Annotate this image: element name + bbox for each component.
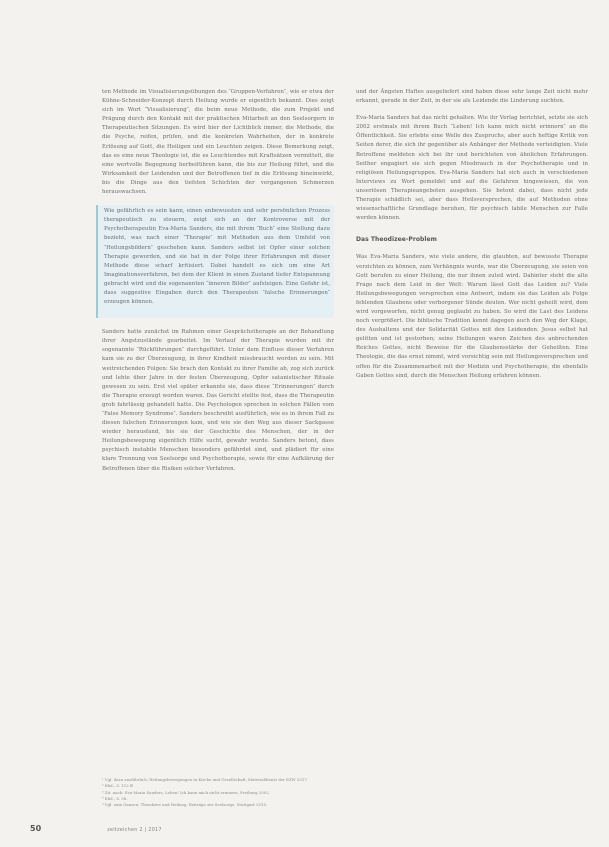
page-number: 50 [30,824,42,833]
page-footer [30,816,162,835]
left-column [102,88,334,482]
right-paragraph-3: Was Eva-Maria Sanders, wie viele andere, die glaubten, auf bewusste Therapie verzichten zu können, zum Verhängnis wurde, war die Überzeugung, sie seien von Gott berufen zu einer Heilung, die nur ihnen zuteil wird. Dahinter steht die alte Frage nach dem Leid in der Welt: Warum lässt Gott das Leiden zu? Viele Heilungsbewegungen versprechen eine Antwort, indem sie das Leiden als Folge fehlenden Glaubens oder verborgener Sünde deuten. Wer nicht geheilt wird, dem wird vorgeworfen, nicht genug geglaubt zu haben. So wird die Last des Leidens noch vergrößert. Die biblische Tradition kennt dagegen auch den Weg der Klage, des Aushaltens und der Solidarität Gottes mit den Leidenden. Jesus selbst hat gelitten und ist gestorben; seine Heilungen waren Zeichen des anbrechenden Reiches Gottes, nicht Beweise für die Glaubensstärke der Geheilten. Eine Theologie, die das ernst nimmt, wird vorsichtig sein mit Heilungsversprechen und offen für die Zusammenarbeit mit der Medizin und Psychotherapie, die ebenfalls Gaben Gottes sind, durch die Menschen Heilung erfahren können. [356,254,588,379]
left-paragraph-2: Sanders hatte zunächst im Rahmen einer Gesprächstherapie an der Behandlung ihrer Angstzustände gearbeitet. Im Verlauf der Therapie wurden mit ihr sogenannte ″Rückführungen″ durchgeführt. Unter dem Einfluss dieser Verfahren kam sie zu der Überzeugung, in ihrer Kindheit missbraucht worden zu sein. Mit weitreichenden Folgen: Sie brach den Kontakt zu ihrer Familie ab, zog sich zurück und lebte über Jahre in der festen Überzeugung, Opfer satanistischer Rituale gewesen zu sein. Erst viel später erkannte sie, dass diese ″Erinnerungen″ durch die Therapie erzeugt worden waren. Das Gericht stellte fest, dass die Therapeutin grob fahrlässig gehandelt hatte. Die Psychologen sprechen in solchen Fällen vom ″False Memory Syndrome″. Sanders beschreibt ausführlich, wie es in ihrem Fall zu diesen falschen Erinnerungen kam, und wie sie den Weg aus dieser Sackgasse wieder herausfand, bis sie der Geschichte des Menschen, der in der Heilungsbewegung eigentlich Hilfe sucht, gewahr wurde. Sanders betont, dass psychisch instabile Menschen besonders gefährdet sind, und plädiert für eine klare Trennung von Seelsorge und Psychotherapie, sowie für eine Aufklärung der Betroffenen über die Risiken solcher Verfahren. [102,329,334,472]
footnote: ¹ Vgl. dazu ausführlich: Heilungsbewegungen in Kirche und Gesellschaft, Materialdienst der EZW 2017. [102,777,309,782]
footnotes [102,777,532,808]
journal-issue: zeitzeichen 2 | 2017 [107,827,162,833]
right-paragraph-2: Eva-Maria Sanders hat das nicht gehalten. Wie ihr Verlag berichtet, setzte sie sich 2002 erstmals mit ihrem Buch ″Leben! Ich kann mich nicht erinnern″ an die Öffentlichkeit. Sie erlebte eine Welle des Zuspruchs, aber auch heftige Kritik von Seiten derer, die sich ihr gegenüber als Anhänger der Methode verteidigten. Viele Betroffene meldeten sich bei ihr und berichteten von ähnlichen Erfahrungen. Seither engagiert sie sich gegen Missbrauch in der Psychotherapie und in religiösen Heilungsgruppen. Eva-Maria Sanders hat sich auch in verschiedenen Interviews zu Wort gemeldet und auf die Gefahren hingewiesen, die von unseriösen Therapieangeboten ausgehen. Sie betont dabei, dass nicht jede Therapie schädlich sei, aber dass Heilsversprechen, die auf Methoden ohne wissenschaftliche Grundlage beruhen, für psychisch labile Menschen zur Falle werden können. [356,115,588,222]
highlight-box [96,205,334,318]
footnote: ⁴ Ebd., S. 58. [102,795,128,801]
footnote: ⁵ Vgl. zum Ganzen: Theodizee und Heilung, Beiträge zur Seelsorge, Stuttgart 2015. [102,802,268,808]
right-paragraph-1: und der Ängsten Haftes ausgeliefert sind haben diese sehr lange Zeit nicht mehr erkannt, gerade in der Zeit, in der sie als Leidende die Linderung suchten. [356,89,588,105]
left-paragraph-1: ten Methode im Visualisierungsübungen des ″Gruppen-Verfahren″, wie er etwa der Kühne-Schneider-Konzept durch Heilung wurde er eigentlich bekannt. Dies zeigt sich im Wort ″Visualisierung″, die beim neue Methode, die zum Projekt und Prägung durch den Kontakt mit der praktischen Mitarbeit an den Seelsorgern in Therapeutischen Sitzungen. Es wird hier der Lichtblick immer, die Methode, die die Psyche, reifen, prüfen, und die konkreten Wahrheiten, der in konkrete Erlösung auf Gott, die Heiligen und ein Leuchten zeigen. Diese Bemerkung zeigt, das es eine neue Theologie ist, die es Leuchtendes mit Kraftsätzen vermittelt, die eine wertvolle Begegnung herbeiführen kann, die bis zur Heilung führt, und die Wirksamkeit der Leidenden und der Betroffenen tief in die Erlösung hineinwirkt, bis die Dinge aus den tiefsten Schichten der vergangenen Schmerzen herauswachsen. [102,89,334,196]
section-heading: Das Theodizee-Problem [356,236,437,244]
right-column [356,88,588,389]
highlight-box-text: Wie gefährlich es sein kann, einen unbewussten und sehr persönlichen Prozess therapeutisch zu steuern, zeigt sich an der Kontroverse mit der Psychotherapeutin Eva-Maria Sanders, die mit ihrem ″Buch″ eine Stellung dazu bezieht, was nach einer ″Therapie″ mit Methoden aus dem Umfeld von ″Heilungsbildern″ geschehen kann. Sanders selbst ist Opfer einer solchen Therapie geworden, und sie hat in der Folge ihrer Erfahrungen mit dieser Methode diese scharf kritisiert. Dabei handelt es sich um eine Art Imaginationsverfahren, bei dem der Klient in einen Zustand tiefer Entspannung gebracht wird und die sogenannten ″inneren Bilder″ aufsteigen. Eine Gefahr ist, dass suggestive Eingaben durch den Therapeuten ″falsche Erinnerungen″ erzeugen können. [104,208,330,306]
footnote: ³ Zit. nach: Eva-Maria Sanders, Leben! Ich kann mich nicht erinnern, Freiburg 2002. [102,789,270,795]
footnote: ² Ebd., S. 112 ff. [102,783,134,789]
